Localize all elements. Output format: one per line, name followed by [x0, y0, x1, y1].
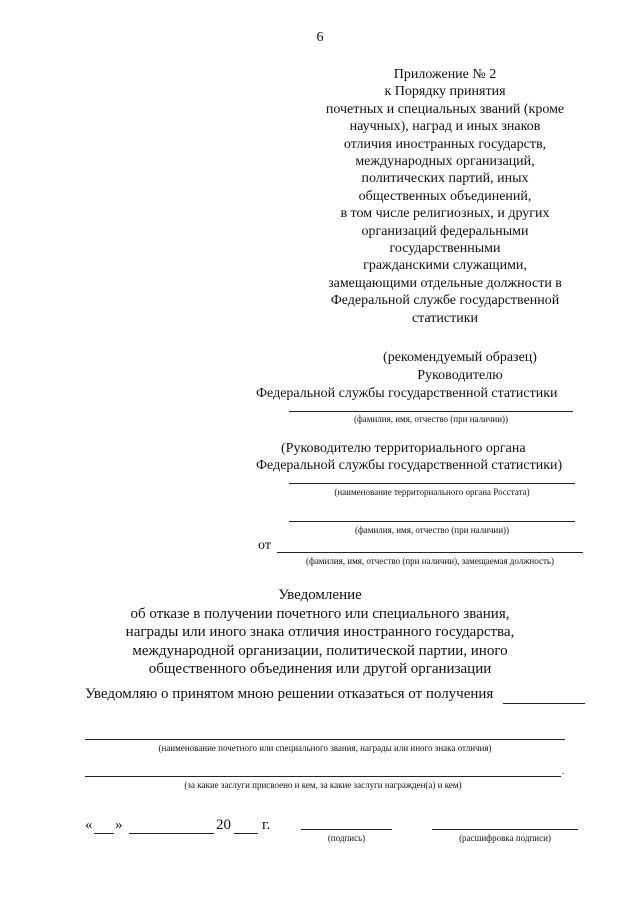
date-year-prefix: 20 [216, 817, 231, 833]
territorial-title: (Руководителю территориального органа [281, 441, 526, 456]
addressee-head-title: Руководителю [417, 368, 503, 383]
signature-decode-line [432, 829, 578, 830]
signature-line [301, 829, 392, 830]
merit-line [85, 776, 561, 777]
territorial-org: Федеральной службы государственной статистики) [256, 458, 563, 473]
head-fio-line [289, 411, 573, 412]
signature-decode-caption: (расшифровка подписи) [459, 833, 551, 843]
appendix-line: отличия иностранных государств, [343, 136, 547, 152]
date-year-suffix: г. [262, 817, 271, 833]
from-line [277, 552, 583, 553]
recommended-sample-note: (рекомендуемый образец) [383, 350, 537, 365]
territorial-fio-line [289, 521, 575, 522]
appendix-header [315, 66, 575, 327]
merit-caption: (за какие заслуги присвоено и кем, за какие заслуги награжден(а) и кем) [184, 780, 462, 790]
territorial-fio-caption: (фамилия, имя, отчество (при наличии)) [354, 525, 510, 535]
appendix-line: замещающими отдельные должности в [328, 275, 562, 291]
appendix-line: гражданскими служащими, [363, 258, 527, 274]
page-number: 6 [316, 30, 324, 45]
territorial-name-caption: (наименование территориального органа Росстата) [334, 487, 530, 497]
date-year-line [234, 833, 258, 834]
appendix-line: Приложение № 2 [393, 67, 497, 82]
addressee-head-org: Федеральной службы государственной статистики [256, 386, 558, 401]
notice-line: награды или иного знака отличия иностранного государства, [125, 624, 515, 640]
appendix-line: государственными [389, 241, 501, 257]
appendix-line: статистики [411, 310, 479, 326]
statement-text: Уведомляю о принятом мною решении отказаться от получения [85, 686, 494, 702]
award-title-caption: (наименование почетного или специального звания, награды или иного знака отличия) [158, 743, 492, 753]
from-label: от [258, 538, 271, 553]
appendix-line: организаций федеральными [361, 223, 529, 239]
head-fio-caption: (фамилия, имя, отчество (при наличии)) [353, 414, 509, 424]
signature-caption: (подпись) [327, 833, 366, 843]
appendix-line: научных), наград и иных знаков [349, 119, 541, 135]
appendix-line: в том числе религиозных, и других [340, 206, 550, 222]
date-quote-close: » [115, 817, 123, 833]
territorial-name-line [289, 483, 575, 484]
appendix-line: к Порядку принятия [384, 84, 506, 100]
statement-blank-line [503, 703, 585, 704]
from-caption: (фамилия, имя, отчество (при наличии), замещаемая должность) [305, 556, 554, 566]
appendix-line: Федеральной службе государственной [330, 293, 560, 309]
notice-line: общественного объединения или другой организации [148, 661, 492, 677]
appendix-line: общественных объединений, [358, 188, 532, 204]
date-day-line [94, 833, 114, 834]
award-title-line [85, 739, 565, 740]
date-month-line [129, 833, 214, 834]
notice-line: об отказе в получении почетного или специального звания, [130, 605, 510, 622]
appendix-line: политических партий, иных [361, 171, 529, 187]
notice-line: международной организации, политической партии, иного [132, 642, 508, 659]
notice-heading [0, 586, 640, 679]
merit-line-end-dot: . [562, 766, 565, 776]
appendix-line: почетных и специальных званий (кроме [325, 101, 565, 117]
date-quote-open: « [85, 817, 93, 833]
notice-title: Уведомление [278, 587, 362, 603]
appendix-line: международных организаций, [355, 154, 535, 170]
